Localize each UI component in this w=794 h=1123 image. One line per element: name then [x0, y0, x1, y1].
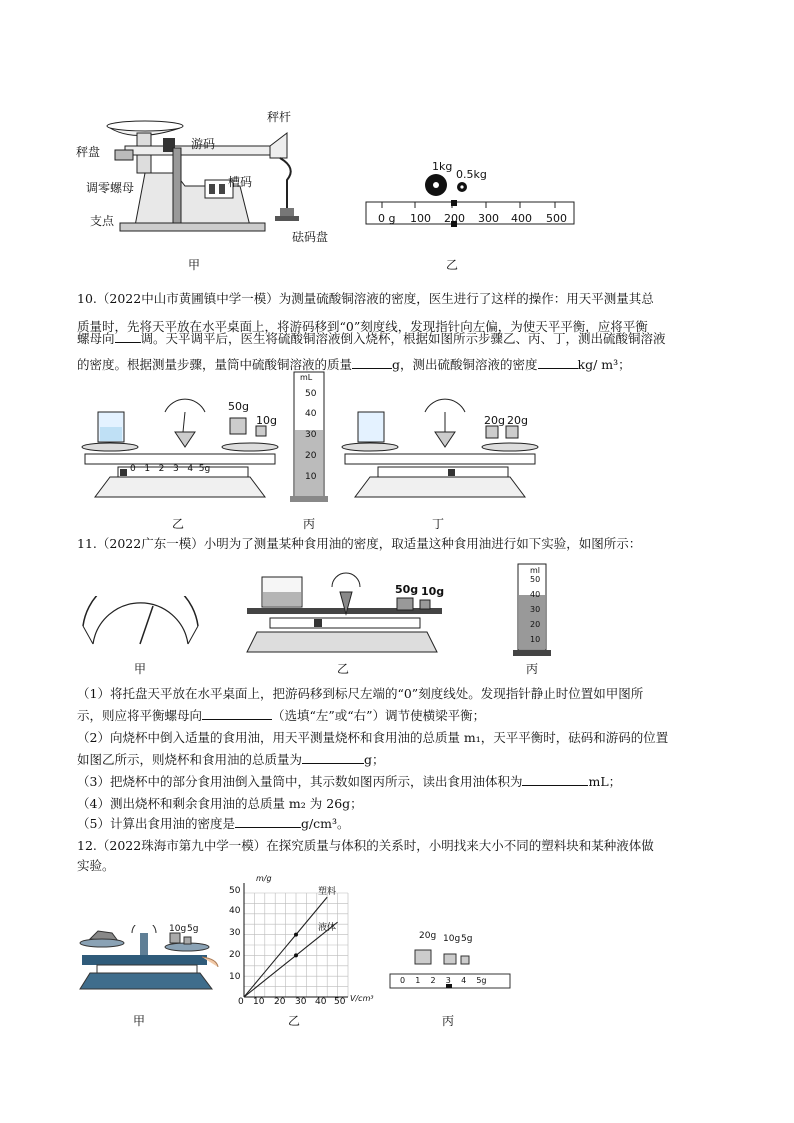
series-label-plastic: 塑料: [318, 887, 337, 897]
q10-line-1: 10.（2022中山市黄圃镇中学一模）为测量硫酸铜溶液的密度，医生进行了这样的操作：用天平测量其总: [77, 291, 654, 306]
q11-part-5: （5）计算出食用油的密度是 g/cm³。: [77, 810, 732, 838]
graph-xtick-20: 20: [274, 997, 286, 1007]
q11-cyl-40: 40: [530, 590, 541, 599]
label-rider: 游码: [191, 137, 216, 151]
caption-jia: 甲: [188, 258, 201, 272]
caption-yi: 乙: [446, 258, 459, 272]
label-fulcrum: 支点: [90, 214, 115, 228]
q12-caption-jia: 甲: [133, 1014, 146, 1028]
label-zero-screw: 调零螺母: [86, 181, 135, 195]
q12-line-2: 实验。: [77, 858, 115, 873]
ruler-tick-500: 500: [546, 212, 567, 225]
q12-caption-bing: 丙: [442, 1014, 455, 1028]
q12-caption-yi: 乙: [288, 1014, 301, 1028]
q10-cylinder-unit: mL: [300, 373, 313, 382]
ruler-tick-0: 0 g: [378, 212, 396, 225]
graph-grid: [244, 893, 348, 997]
q11-part-1a: （1）将托盘天平放在水平桌面上，把游码移到标尺左端的“0”刻度线处。发现指针静止时位置如甲图所: [77, 686, 644, 701]
graph-ytick-30: 30: [229, 928, 241, 938]
series-point-plastic: [294, 933, 298, 937]
q12-weight-20g: 20g: [419, 931, 437, 941]
q10-cyl-50: 50: [305, 389, 317, 399]
series-point-liquid: [294, 953, 298, 957]
q12-scale-ticks: 0 1 2 3 4 5g: [400, 976, 487, 985]
q10-scale-ticks: 0 1 2 3 4 5g: [130, 464, 211, 474]
q10-line-2: 质量时，先将天平放在水平桌面上，将游码移到“0”刻度线，发现指针向左偏，为使天平平衡，应将平衡: [77, 319, 648, 334]
ruler-tick-300: 300: [478, 212, 499, 225]
q11-blank-2[interactable]: [302, 749, 364, 764]
label-slot-weight: 槽码: [228, 175, 253, 189]
ruler-bing-q12: [388, 944, 513, 994]
q12-weight-10g-a: 10g: [169, 924, 187, 934]
q10-weight-50g: 50g: [228, 400, 249, 413]
graph-xlabel: V/cm³: [350, 994, 374, 1003]
balance-jia-q12: [72, 925, 222, 995]
graph-xtick-50: 50: [334, 997, 346, 1007]
q11-cyl-10: 10: [530, 635, 541, 644]
q10-blank-density[interactable]: [538, 354, 578, 369]
q11-caption-bing: 丙: [526, 662, 539, 676]
label-scale-pan: 秤盘: [76, 145, 101, 159]
q10-weight-20g-a: 20g: [484, 414, 505, 427]
graph-ytick-40: 40: [229, 906, 241, 916]
q11-line-1: 11.（2022广东一模）小明为了测量某种食用油的密度，取适量这种食用油进行如下实验，如图所示：: [77, 536, 642, 551]
graph-xtick-0: 0: [238, 997, 244, 1007]
label-beam: 秤杆: [267, 110, 292, 124]
q10-line-4: 的密度。根据测量步骤，量筒中硫酸铜溶液的质量 g，测出硫酸铜溶液的密度 kg/ m³；: [77, 351, 732, 379]
balance-yi-q10: [80, 372, 280, 507]
q10-cyl-40: 40: [305, 409, 317, 419]
q11-caption-yi: 乙: [337, 662, 350, 676]
q11-cyl-20: 20: [530, 620, 541, 629]
ruler-tick-400: 400: [511, 212, 532, 225]
q11-weight-50g: 50g: [395, 583, 419, 596]
q12-weight-10g-c: 10g: [443, 934, 461, 944]
q11-part-3: （3）把烧杯中的部分食用油倒入量筒中，其示数如图丙所示，读出食用油体积为 mL；: [77, 768, 732, 796]
q11-part-4: （4）测出烧杯和剩余食用油的总质量 m₂ 为 26g；: [77, 796, 363, 811]
label-weight-pan: 砝码盘: [292, 230, 329, 244]
graph-series: [244, 897, 338, 997]
graph-xtick-10: 10: [253, 997, 265, 1007]
q10-caption-ding: 丁: [432, 517, 445, 531]
ruler-tick-100: 100: [410, 212, 431, 225]
graph-xtick-40: 40: [315, 997, 327, 1007]
q10-caption-yi: 乙: [172, 517, 185, 531]
series-label-liquid: 液体: [318, 923, 337, 933]
q10-caption-bing: 丙: [303, 517, 316, 531]
q10-cyl-30: 30: [305, 430, 317, 440]
q11-part-2b: 如图乙所示，则烧杯和食用油的总质量为 g；: [77, 746, 732, 774]
ruler-tick-200: 200: [444, 212, 465, 225]
q12-weight-5g-c: 5g: [461, 934, 473, 944]
q12-line-1: 12.（2022珠海市第九中学一模）在探究质量与体积的关系时，小明找来大小不同的塑料块和某种液体做: [77, 838, 654, 853]
graph-xtick-30: 30: [295, 997, 307, 1007]
pointer-dial-jia: [78, 596, 203, 656]
q10-blank-mass[interactable]: [352, 354, 392, 369]
q10-cyl-10: 10: [305, 472, 317, 482]
graph-ytick-20: 20: [229, 950, 241, 960]
graph-ylabel: m/g: [256, 874, 272, 883]
q10-weight-10g: 10g: [256, 414, 277, 427]
q10-blank-direction[interactable]: [115, 328, 141, 343]
q11-weight-10g: 10g: [421, 585, 445, 598]
q10-cyl-20: 20: [305, 451, 317, 461]
q12-weight-5g-a: 5g: [187, 924, 199, 934]
series-line-liquid: [244, 922, 338, 997]
q11-cyl-30: 30: [530, 605, 541, 614]
graph-ytick-10: 10: [229, 972, 241, 982]
graph-ytick-50: 50: [229, 886, 241, 896]
q11-cylinder-unit: ml: [530, 566, 541, 575]
weight-1kg: 1kg: [432, 160, 453, 173]
q10-line-3: 螺母向 调。天平调平后，医生将硫酸铜溶液倒入烧杯，根据如图所示步骤乙、丙、丁，测出硫酸铜溶液: [77, 325, 732, 353]
q11-cyl-50: 50: [530, 575, 541, 584]
q11-blank-5[interactable]: [235, 813, 301, 828]
q11-blank-1[interactable]: [202, 705, 272, 720]
q11-caption-jia: 甲: [134, 662, 147, 676]
q11-part-2a: （2）向烧杯中倒入适量的食用油，用天平测量烧杯和食用油的总质量 m₁，天平平衡时，砝码和游码的位置: [77, 730, 669, 745]
q11-blank-3[interactable]: [522, 771, 588, 786]
balance-ding-q10: [340, 372, 540, 507]
q10-weight-20g-b: 20g: [507, 414, 528, 427]
q11-part-1b: 示，则应将平衡螺母向 （选填“左”或“右”）调节使横梁平衡；: [77, 702, 732, 730]
weight-0-5kg: 0.5kg: [456, 168, 487, 181]
